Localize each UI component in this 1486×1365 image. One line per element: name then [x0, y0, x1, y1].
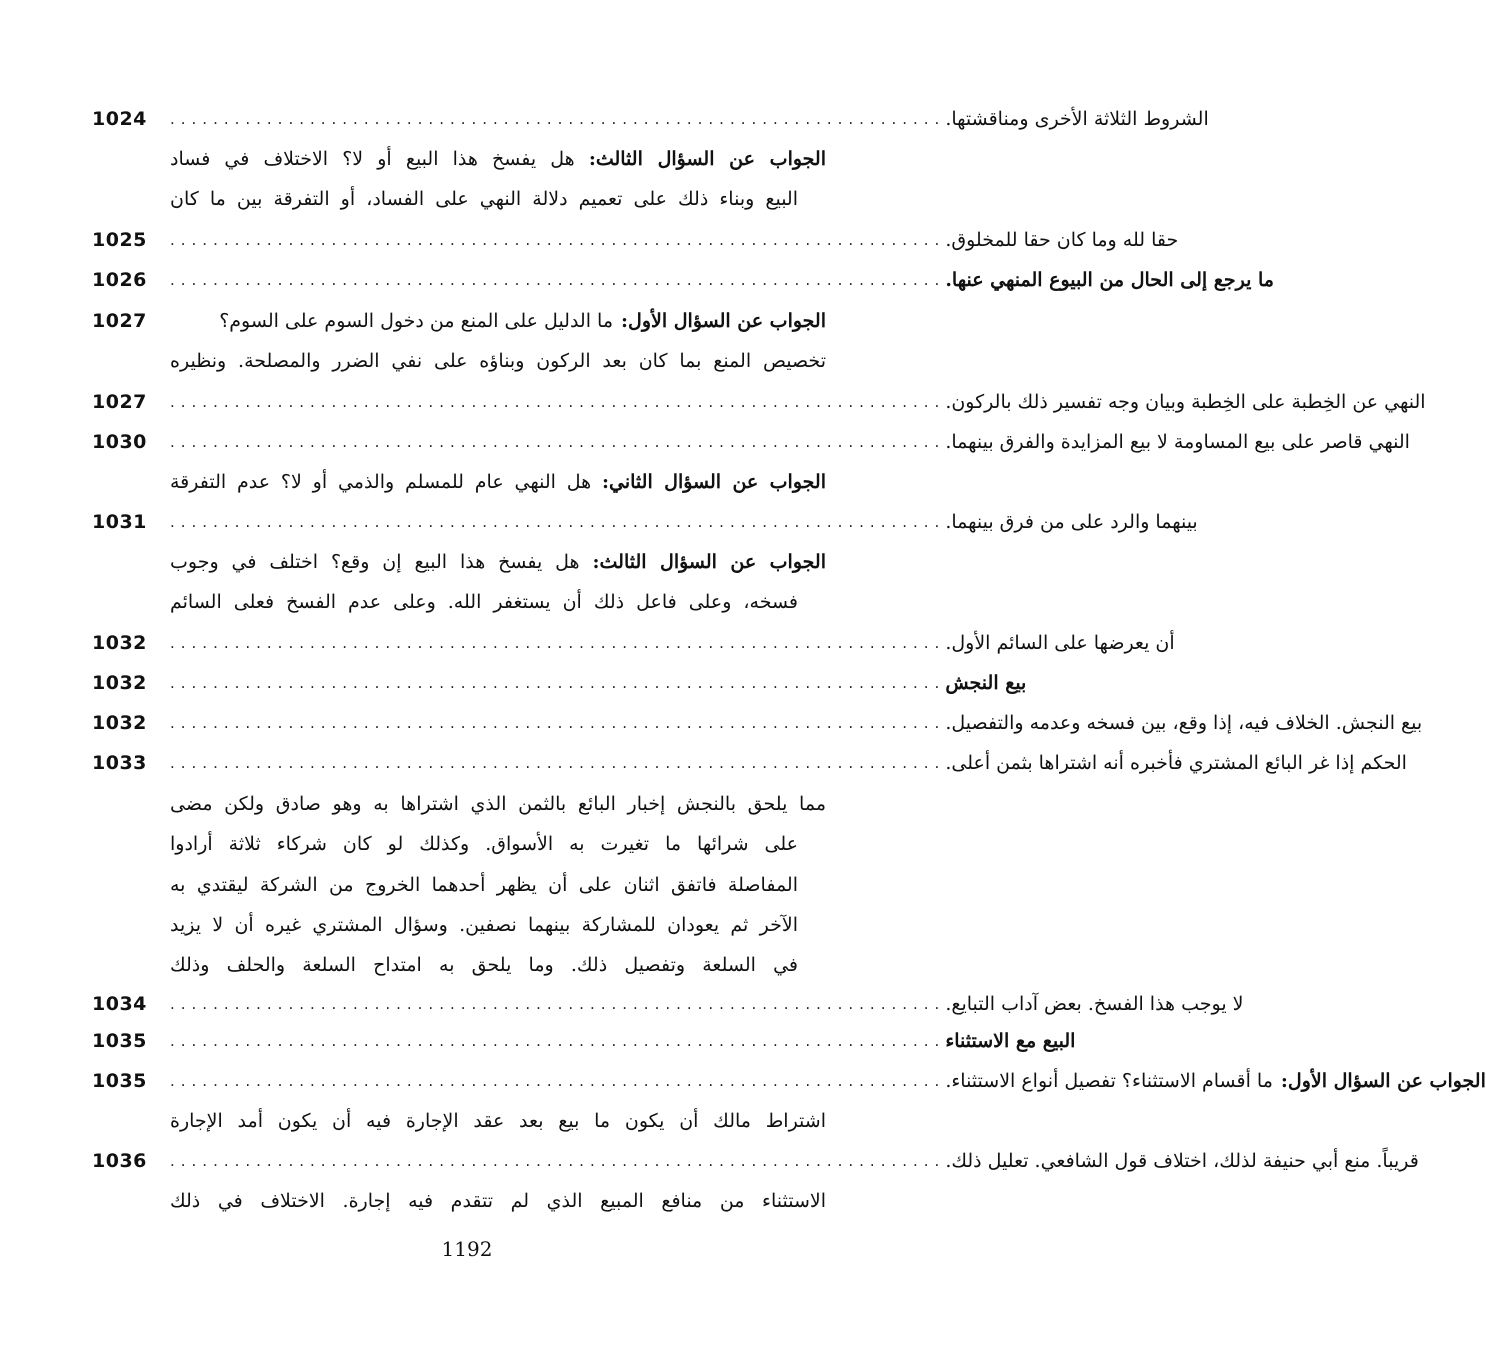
entry-label: البيع مع الاستثناء [945, 1030, 1076, 1052]
page-ref: 1035 [92, 1030, 147, 1052]
index-line-2 [92, 140, 826, 178]
leader-dots: ........................................................................ [170, 393, 946, 411]
leader-dots: ........................................................................ [170, 634, 946, 652]
page-ref: 1024 [92, 108, 147, 130]
index-line-8 [92, 383, 1426, 421]
entry-label: بيع النجش [945, 672, 1027, 694]
leader-dots: ........................................................................ [170, 513, 946, 531]
entry-text: البيع وبناء ذلك على تعميم دلالة النهي على الفساد، أو التفرقة بين ما كان [170, 188, 798, 210]
index-line-1 [92, 100, 1209, 138]
page-ref: 1035 [92, 1070, 147, 1092]
entry-text: على شرائها ما تغيرت به الأسواق. وكذلك لو كان شركاء ثلاثة أرادوا [170, 833, 798, 855]
entry-text: الاستثناء من منافع المبيع الذي لم تتقدم فيه إجارة. الاختلاف في ذلك [170, 1190, 826, 1212]
entry-text: هل النهي عام للمسلم والذمي أو لا؟ عدم التفرقة [170, 471, 592, 493]
index-line-12 [92, 543, 826, 581]
leader-dots: ........................................................................ [170, 271, 946, 289]
entry-text: ما أقسام الاستثناء؟ تفصيل أنواع الاستثناء. [945, 1070, 1273, 1092]
page-ref: 1026 [92, 269, 147, 291]
page-ref: 1030 [92, 431, 147, 453]
page-ref: 1027 [92, 310, 147, 332]
index-line-16 [92, 704, 1423, 742]
leader-dots: ........................................................................ [170, 433, 946, 451]
entry-text: بيع النجش. الخلاف فيه، إذا وقع، بين فسخه وعدمه والتفصيل. [945, 712, 1423, 734]
entry-text: النهي قاصر على بيع المساومة لا بيع المزايدة والفرق بينهما. [945, 431, 1410, 453]
entry-text: بينهما والرد على من فرق بينهما. [945, 511, 1198, 533]
leader-dots: ........................................................................ [170, 674, 946, 692]
index-line-11 [92, 503, 1198, 541]
entry-label: ما يرجع إلى الحال من البيوع المنهي عنها. [945, 269, 1274, 291]
index-line-10 [92, 463, 826, 501]
page-ref: 1036 [92, 1150, 147, 1172]
leader-dots: ........................................................................ [170, 1152, 946, 1170]
page-ref: 1032 [92, 632, 147, 654]
page-number: 1192 [441, 1237, 493, 1261]
entry-text: لا يوجب هذا الفسخ. بعض آداب التبايع. [945, 993, 1244, 1015]
leader-dots: ........................................................................ [170, 231, 946, 249]
index-line-23 [92, 985, 1244, 1023]
index-line-15 [92, 664, 1027, 702]
page-ref: 1027 [92, 391, 147, 413]
leader-dots: ........................................................................ [170, 1072, 946, 1090]
index-line-22 [92, 946, 826, 984]
entry-label: الجواب عن السؤال الثاني: [602, 471, 826, 493]
index-line-3 [92, 180, 826, 218]
index-line-20 [92, 866, 826, 904]
entry-text: في السلعة وتفصيل ذلك. وما يلحق به امتداح السلعة والحلف وذلك [170, 954, 798, 976]
entry-text: الشروط الثلاثة الأخرى ومناقشتها. [945, 108, 1209, 130]
index-line-27 [92, 1142, 1419, 1180]
index-line-14 [92, 624, 1175, 662]
page-ref: 1032 [92, 712, 147, 734]
leader-dots: ........................................................................ [170, 754, 946, 772]
index-line-4 [92, 221, 1179, 259]
page-ref: 1031 [92, 511, 147, 533]
entry-text: ما الدليل على المنع من دخول السوم على السوم؟ [219, 310, 614, 332]
index-line-21 [92, 906, 826, 944]
entry-label: الجواب عن السؤال الأول: [1280, 1070, 1486, 1092]
entry-text: المفاصلة فاتفق اثنان على أن يظهر أحدهما الخروج من الشركة ليقتدي به [170, 874, 798, 896]
entry-text: قريباً. منع أبي حنيفة لذلك، اختلاف قول الشافعي. تعليل ذلك. [945, 1150, 1419, 1172]
index-line-13 [92, 583, 826, 621]
entry-text: أن يعرضها على السائم الأول. [945, 632, 1175, 654]
entry-label: الجواب عن السؤال الثالث: [592, 551, 826, 573]
entry-text: اشتراط مالك أن يكون ما بيع بعد عقد الإجارة فيه أن يكون أمد الإجارة [170, 1110, 826, 1132]
index-line-24 [92, 1022, 1076, 1060]
index-line-9 [92, 423, 1410, 461]
entry-text: هل يفسخ هذا البيع أو لا؟ الاختلاف في فساد [170, 148, 575, 170]
entry-text: النهي عن الخِطبة على الخِطبة وبيان وجه تفسير ذلك بالركون. [945, 391, 1426, 413]
index-line-28 [92, 1182, 826, 1220]
leader-dots: ........................................................................ [170, 110, 946, 128]
index-line-6 [92, 302, 826, 340]
leader-dots: ........................................................................ [170, 714, 946, 732]
index-line-5 [92, 261, 1274, 299]
page-ref: 1033 [92, 752, 147, 774]
index-line-26 [92, 1102, 826, 1140]
entry-text: مما يلحق بالنجش إخبار البائع بالثمن الذي اشتراها به وهو صادق ولكن مضى [170, 793, 826, 815]
index-line-19 [92, 825, 826, 863]
index-line-7 [92, 342, 826, 380]
entry-text: حقا لله وما كان حقا للمخلوق. [945, 229, 1179, 251]
index-line-18 [92, 785, 826, 823]
leader-dots: ........................................................................ [170, 1032, 946, 1050]
entry-label: الجواب عن السؤال الثالث: [588, 148, 826, 170]
entry-text: هل يفسخ هذا البيع إن وقع؟ اختلف في وجوب [170, 551, 580, 573]
page-ref: 1025 [92, 229, 147, 251]
entry-text: الحكم إذا غر البائع المشتري فأخبره أنه اشتراها بثمن أعلى. [945, 752, 1407, 774]
entry-label: الجواب عن السؤال الأول: [621, 310, 826, 332]
page-ref: 1034 [92, 993, 147, 1015]
page-ref: 1032 [92, 672, 147, 694]
entry-text: الآخر ثم يعودان للمشاركة بينهما نصفين. وسؤال المشتري غيره أن لا يزيد [170, 914, 798, 936]
index-line-25 [92, 1062, 1486, 1100]
entry-text: فسخه، وعلى فاعل ذلك أن يستغفر الله. وعلى عدم الفسخ فعلى السائم [170, 591, 798, 613]
entry-text: تخصيص المنع بما كان بعد الركون وبناؤه على نفي الضرر والمصلحة. ونظيره [170, 350, 826, 372]
index-line-17 [92, 744, 1407, 782]
leader-dots: ........................................................................ [170, 995, 946, 1013]
